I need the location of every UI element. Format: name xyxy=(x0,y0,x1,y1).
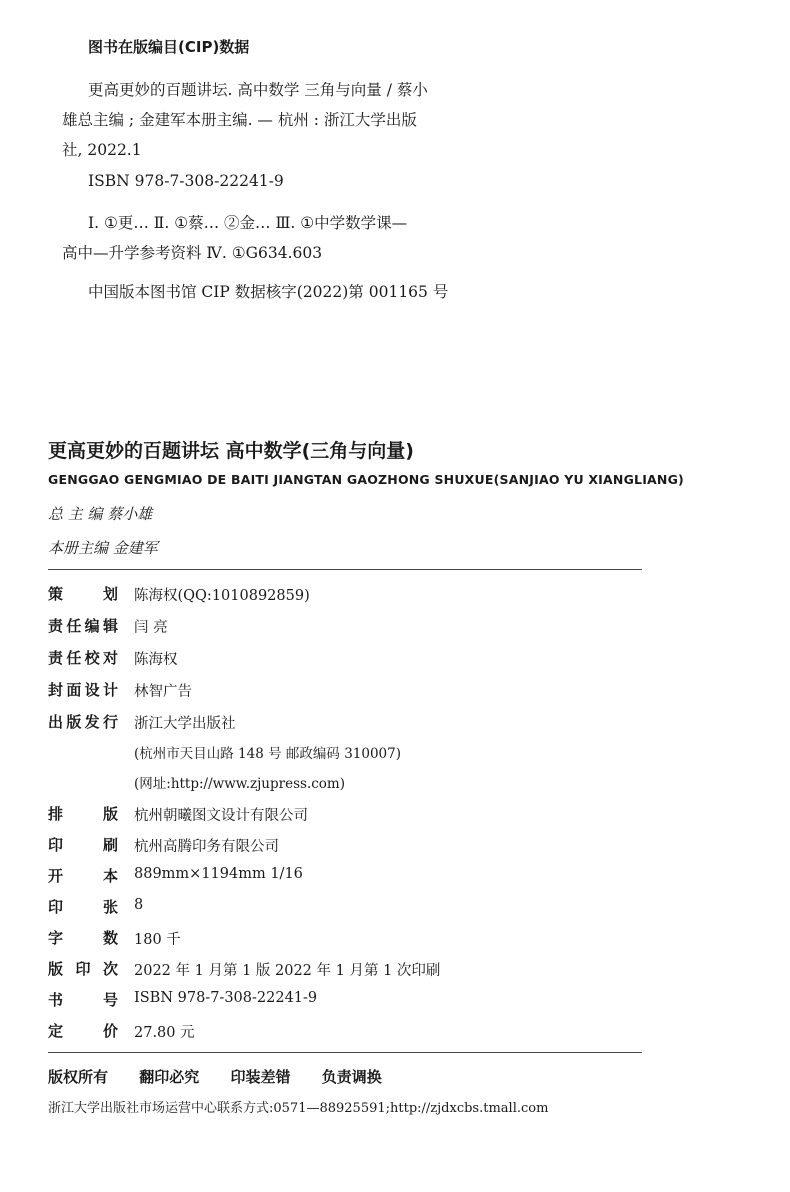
editor-value: 闫 亮 xyxy=(134,620,168,636)
book-title: 更高更妙的百题讲坛 高中数学(三角与向量) xyxy=(48,440,414,462)
cip-number: 中国版本图书馆 CIP 数据核字(2022)第 001165 号 xyxy=(88,283,449,301)
cover-value: 林智广告 xyxy=(134,684,192,700)
typeset-value: 杭州朝曦图文设计有限公司 xyxy=(134,808,308,824)
isbn-label: 书号 xyxy=(48,991,118,1009)
cip-heading: 图书在版编目(CIP)数据 xyxy=(88,38,250,56)
sheets-value: 8 xyxy=(134,897,144,913)
rights-item: 负责调换 xyxy=(321,1068,382,1086)
publisher-website: (网址:http://www.zjupress.com) xyxy=(134,776,345,792)
publisher-label: 出版发行 xyxy=(48,713,118,731)
print-value: 杭州高腾印务有限公司 xyxy=(134,839,279,855)
rights-item: 版权所有 xyxy=(48,1068,109,1086)
cip-line: 社, 2022.1 xyxy=(62,141,142,159)
proofreader-value: 陈海权 xyxy=(134,652,178,668)
cip-line: 雄总主编 ; 金建军本册主编. — 杭州 : 浙江大学出版 xyxy=(62,111,417,129)
format-label: 开本 xyxy=(48,867,118,885)
words-label: 字数 xyxy=(48,929,118,947)
proofreader-label: 责任校对 xyxy=(48,649,118,667)
sheets-label: 印张 xyxy=(48,898,118,916)
cip-line: 更高更妙的百题讲坛. 高中数学 三角与向量 / 蔡小 xyxy=(88,81,428,99)
chief-editor: 总 主 编 蔡小雄 xyxy=(48,505,153,523)
publisher-value: 浙江大学出版社 xyxy=(134,716,236,732)
volume-editor: 本册主编 金建军 xyxy=(48,539,158,557)
edition-value: 2022 年 1 月第 1 版 2022 年 1 月第 1 次印刷 xyxy=(134,963,441,979)
cip-line: Ⅰ. ①更… Ⅱ. ①蔡… ②金… Ⅲ. ①中学数学课— xyxy=(88,214,408,232)
publisher-contact: 浙江大学出版社市场运营中心联系方式:0571—88925591;http://zjdxcbs.tmall.com xyxy=(48,1101,549,1116)
cover-label: 封面设计 xyxy=(48,681,118,699)
editor-label: 责任编辑 xyxy=(48,617,118,635)
planner-label: 策划 xyxy=(48,585,118,603)
price-label: 定价 xyxy=(48,1022,118,1040)
divider-bottom xyxy=(48,1052,642,1053)
planner-value: 陈海权(QQ:1010892859) xyxy=(134,588,310,604)
book-title-pinyin: GENGGAO GENGMIAO DE BAITI JIANGTAN GAOZHONG SHUXUE(SANJIAO YU XIANGLIANG) xyxy=(48,472,684,487)
typeset-label: 排版 xyxy=(48,805,118,823)
print-label: 印刷 xyxy=(48,836,118,854)
edition-label: 版印次 xyxy=(48,960,118,978)
rights-notice xyxy=(48,1066,408,1087)
format-value: 889mm×1194mm 1/16 xyxy=(134,866,303,882)
cip-isbn: ISBN 978-7-308-22241-9 xyxy=(88,172,284,190)
price-value: 27.80 元 xyxy=(134,1025,195,1041)
words-value: 180 千 xyxy=(134,932,181,948)
rights-item: 印装差错 xyxy=(230,1068,291,1086)
publisher-address: (杭州市天目山路 148 号 邮政编码 310007) xyxy=(134,746,402,762)
isbn-value: ISBN 978-7-308-22241-9 xyxy=(134,990,318,1006)
cip-line: 高中—升学参考资料 Ⅳ. ①G634.603 xyxy=(62,244,323,262)
divider-top xyxy=(48,569,642,570)
rights-item: 翻印必究 xyxy=(139,1068,200,1086)
